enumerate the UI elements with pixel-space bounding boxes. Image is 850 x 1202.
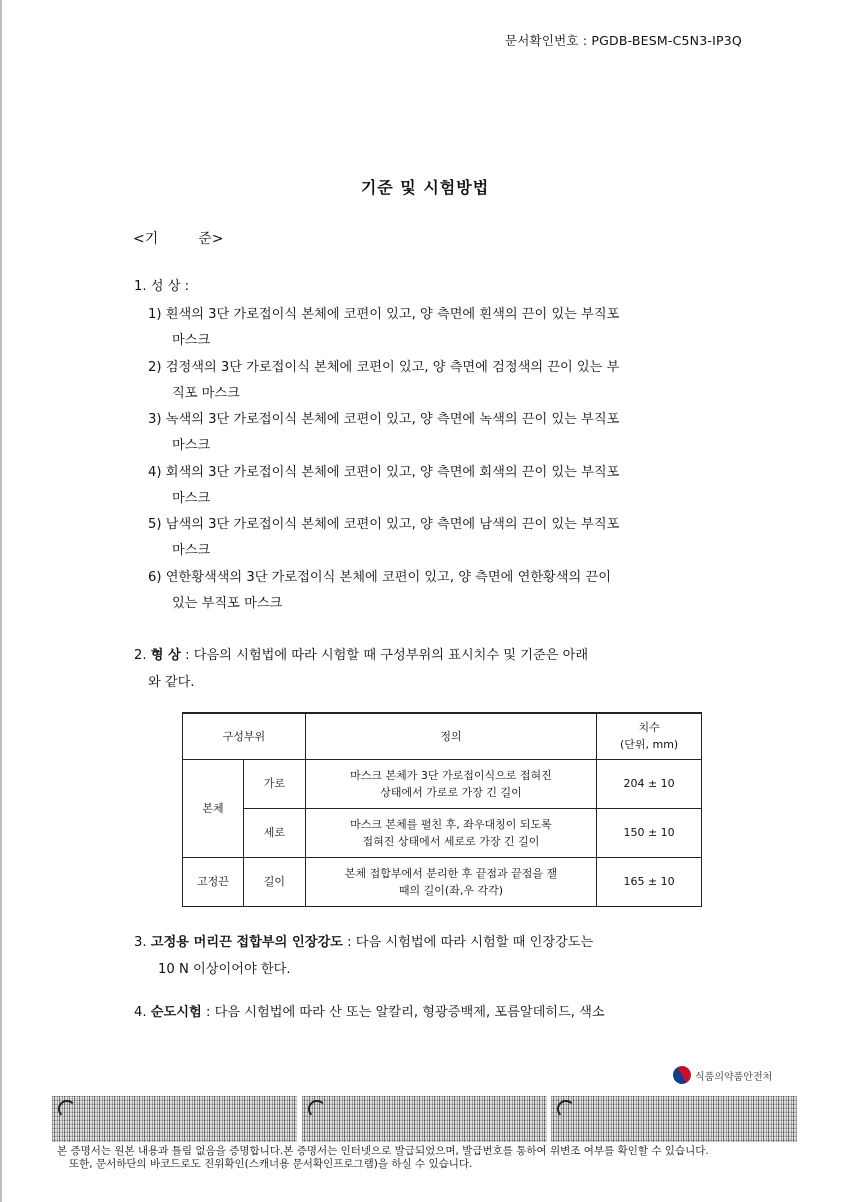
table-header-row — [183, 713, 702, 759]
certificate-footer: 본 증명서는 원본 내용과 틀림 없음을 증명합니다.본 증명서는 인터넷으로 발급되었으며, 발급번호를 통하여 위변조 여부를 확인할 수 있습니다. 또한, 문서하단의 바코드로도 진위확인(스캐너용 문서확인프로그램)을 하실 수 있습니다. — [57, 1145, 709, 1170]
page-title: 기준 및 시험방법 — [360, 178, 490, 197]
s1-item-3-line2: 마스크 — [172, 438, 211, 453]
s1-item-5-line1: 5) 남색의 3단 가로접이식 본체에 코편이 있고, 양 측면에 남색의 끈이 있는 부직포 — [148, 517, 620, 532]
row-sub: 가로 — [243, 759, 305, 808]
section-2-line2: 와 같다. — [148, 675, 195, 690]
barcode-marker-icon — [308, 1100, 326, 1118]
barcode-1 — [52, 1096, 297, 1142]
row-definition: 본체 접합부에서 분리한 후 끝점과 끝점을 잴 때의 길이(좌,우 각각) — [305, 857, 596, 906]
header-dimension: 치수 (단위, mm) — [597, 713, 702, 759]
s1-item-1-line1: 1) 흰색의 3단 가로접이식 본체에 코편이 있고, 양 측면에 흰색의 끈이 있는 부직포 — [148, 307, 620, 322]
section-2-line1: 2. 형 상 : 다음의 시험법에 따라 시험할 때 구성부위의 표시치수 및 기준은 아래 — [134, 648, 589, 663]
s1-item-6-line2: 있는 부직포 마스크 — [172, 596, 283, 611]
dimension-table — [182, 712, 702, 907]
s1-item-1-line2: 마스크 — [172, 333, 211, 348]
barcode-2 — [302, 1096, 547, 1142]
section-1-heading: 1. 성 상 : — [134, 279, 190, 294]
header-definition: 정의 — [305, 713, 596, 759]
s1-item-4-line2: 마스크 — [172, 491, 211, 506]
section-3-line1: 3. 고정용 머리끈 접합부의 인장강도 : 다음 시험법에 따라 시험할 때 인장강도는 — [134, 935, 594, 950]
agency-logo: 식품의약품안전처 — [673, 1066, 772, 1084]
row-definition: 마스크 본체를 펼친 후, 좌우대칭이 되도록 접혀진 상태에서 세로로 가장 긴 길이 — [305, 808, 596, 857]
row-sub: 세로 — [243, 808, 305, 857]
table-row — [183, 857, 702, 906]
doc-number: 문서확인번호 : PGDB-BESM-C5N3-IP3Q — [505, 33, 742, 48]
row-sub: 길이 — [243, 857, 305, 906]
s1-item-4-line1: 4) 회색의 3단 가로접이식 본체에 코편이 있고, 양 측면에 회색의 끈이 있는 부직포 — [148, 465, 620, 480]
row-value: 165 ± 10 — [597, 857, 702, 906]
s1-item-3-line1: 3) 녹색의 3단 가로접이식 본체에 코편이 있고, 양 측면에 녹색의 끈이 있는 부직포 — [148, 412, 620, 427]
section-4-line1: 4. 순도시험 : 다음 시험법에 따라 산 또는 알칼리, 형광증백제, 포름알데히드, 색소 — [134, 1005, 605, 1020]
s1-item-2-line2: 직포 마스크 — [172, 386, 240, 401]
row-value: 204 ± 10 — [597, 759, 702, 808]
group-fix: 고정끈 — [183, 857, 244, 906]
header-part: 구성부위 — [183, 713, 306, 759]
standard-label: <기 준> — [133, 231, 224, 247]
barcode-3 — [551, 1096, 797, 1142]
barcode-marker-icon — [557, 1100, 575, 1118]
s1-item-2-line1: 2) 검정색의 3단 가로접이식 본체에 코편이 있고, 양 측면에 검정색의 끈이 있는 부 — [148, 360, 620, 375]
s1-item-5-line2: 마스크 — [172, 543, 211, 558]
row-value: 150 ± 10 — [597, 808, 702, 857]
table-row — [183, 759, 702, 808]
agency-emblem-icon — [670, 1063, 695, 1088]
table-row — [183, 808, 702, 857]
group-body: 본체 — [183, 759, 244, 857]
barcode-marker-icon — [58, 1100, 76, 1118]
row-definition: 마스크 본체가 3단 가로접이식으로 접혀진 상태에서 가로로 가장 긴 길이 — [305, 759, 596, 808]
s1-item-6-line1: 6) 연한황색색의 3단 가로접이식 본체에 코편이 있고, 양 측면에 연한황색의 끈이 — [148, 570, 611, 585]
section-3-line2: 10 N 이상이어야 한다. — [158, 962, 291, 977]
